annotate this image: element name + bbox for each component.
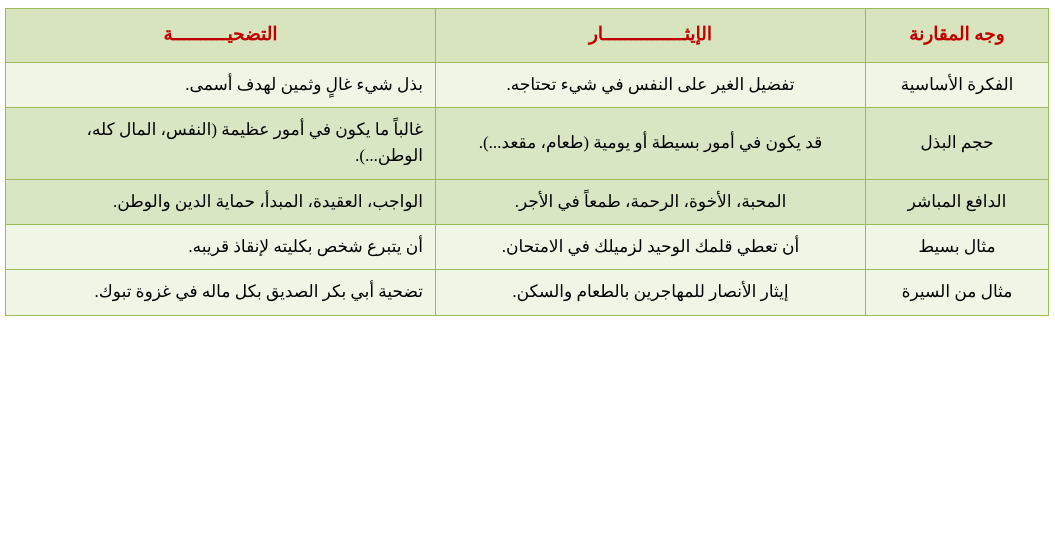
table-row [6,225,1049,270]
table-row [6,62,1049,107]
cell-altruism: إيثار الأنصار للمهاجرين بالطعام والسكن. [436,270,866,315]
table-header [6,9,1049,63]
cell-sacrifice: الواجب، العقيدة، المبدأ، حماية الدين والوطن. [6,179,436,224]
table-row [6,270,1049,315]
column-header-altruism: الإيثـــــــــــــــار [436,9,866,63]
cell-altruism: المحبة، الأخوة، الرحمة، طمعاً في الأجر. [436,179,866,224]
column-header-aspect: وجه المقارنة [866,9,1049,63]
cell-sacrifice: غالباً ما يكون في أمور عظيمة (النفس، المال كله، الوطن...). [6,108,436,180]
table-row [6,108,1049,180]
cell-altruism: قد يكون في أمور بسيطة أو يومية (طعام، مقعد...). [436,108,866,180]
column-header-sacrifice: التضحيــــــــــة [6,9,436,63]
table-body [6,62,1049,315]
cell-sacrifice: أن يتبرع شخص بكليته لإنقاذ قريبه. [6,225,436,270]
cell-aspect: حجم البذل [866,108,1049,180]
comparison-table [5,8,1049,316]
cell-altruism: أن تعطي قلمك الوحيد لزميلك في الامتحان. [436,225,866,270]
table-row [6,179,1049,224]
cell-sacrifice: بذل شيء غالٍ وثمين لهدف أسمى. [6,62,436,107]
cell-aspect: الفكرة الأساسية [866,62,1049,107]
cell-sacrifice: تضحية أبي بكر الصديق بكل ماله في غزوة تبوك. [6,270,436,315]
table-header-row [6,9,1049,63]
cell-aspect: الدافع المباشر [866,179,1049,224]
cell-altruism: تفضيل الغير على النفس في شيء تحتاجه. [436,62,866,107]
cell-aspect: مثال بسيط [866,225,1049,270]
cell-aspect: مثال من السيرة [866,270,1049,315]
